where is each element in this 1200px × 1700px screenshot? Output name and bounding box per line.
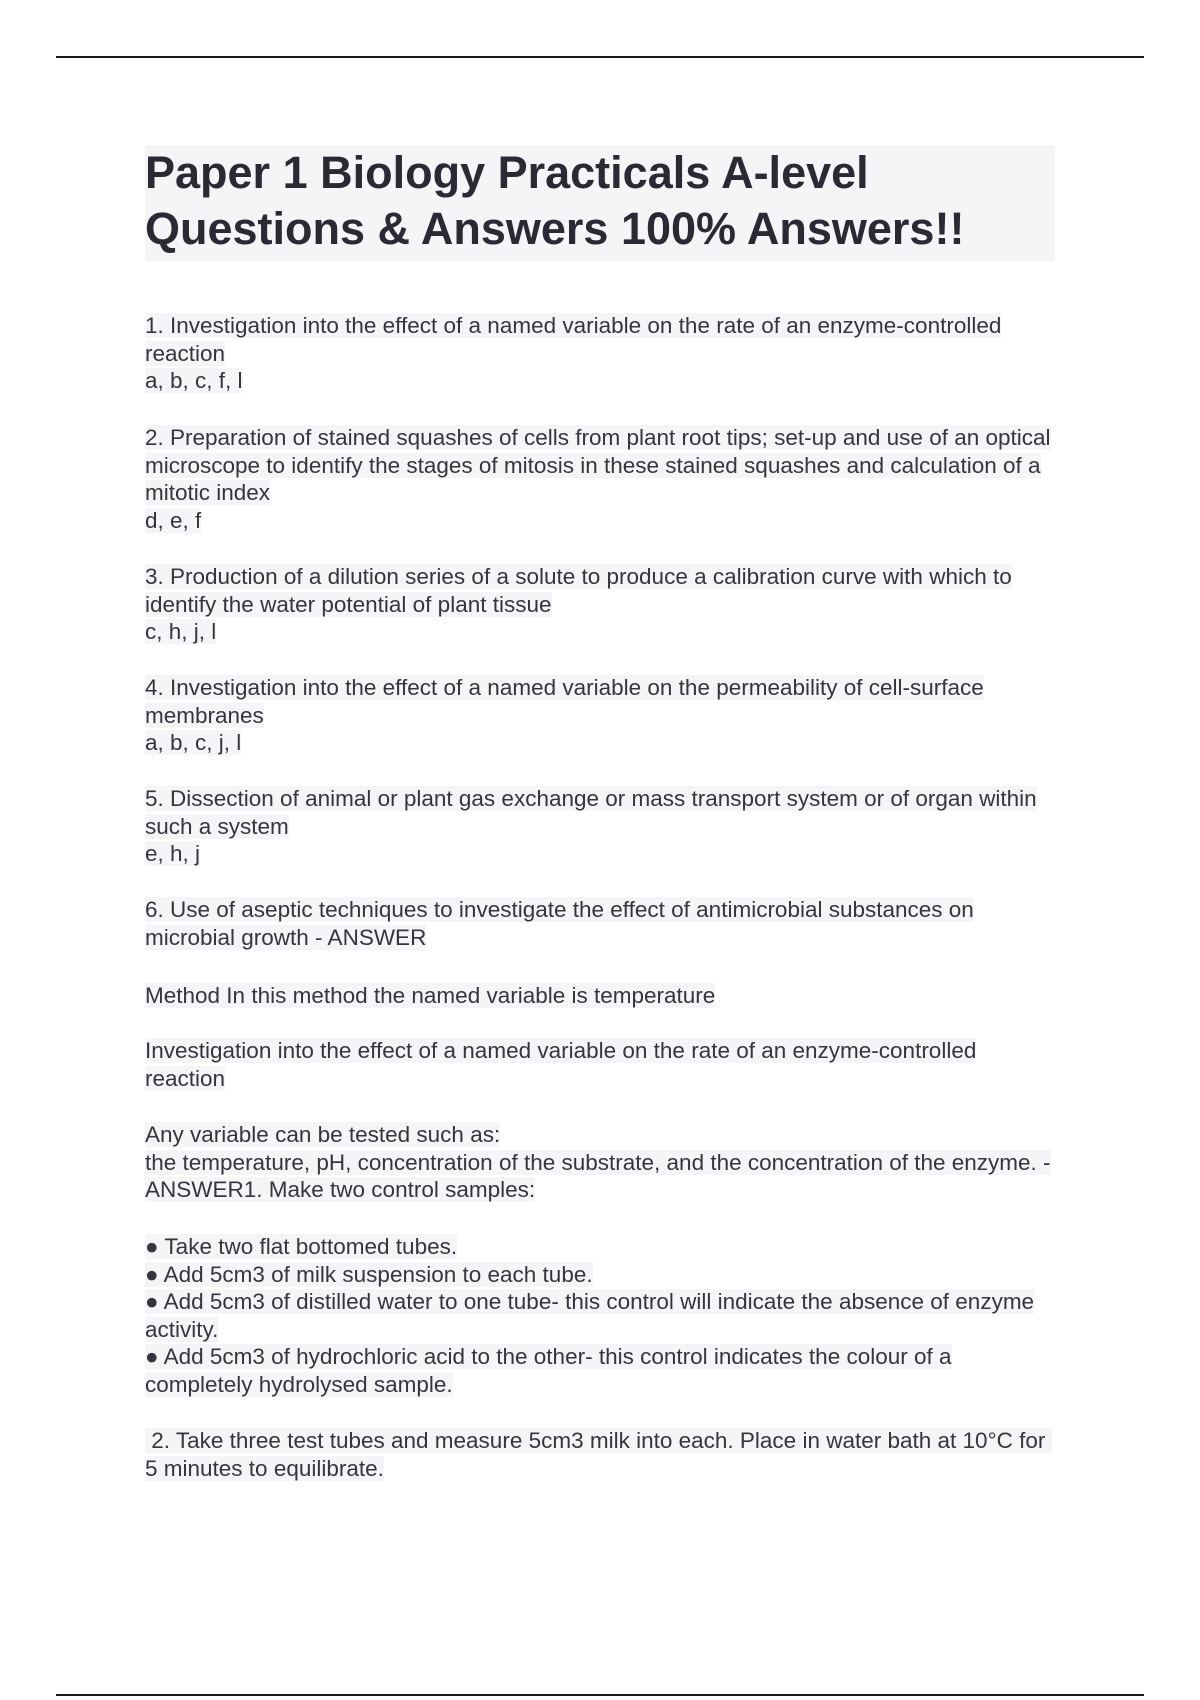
bottom-rule <box>56 1694 1144 1696</box>
qa-item-5 <box>145 785 1055 868</box>
variables-intro: Any variable can be tested such as: <box>145 1122 501 1147</box>
question-text: 3. Production of a dilution series of a solute to produce a calibration curve with which to identify the water potential of plant tissue <box>145 564 1012 617</box>
variables-text: the temperature, pH, concentration of the substrate, and the concentration of the enzyme. - ANSWER1. Make two control samples: <box>145 1149 1051 1202</box>
bullet-item: ● Add 5cm3 of distilled water to one tube- this control will indicate the absence of enzyme activity. <box>145 1289 1035 1342</box>
document-body <box>145 145 1055 1481</box>
method-line <box>145 982 1055 1010</box>
investigation-line <box>145 1037 1055 1092</box>
variables-paragraph <box>145 1121 1055 1204</box>
top-rule <box>56 56 1144 58</box>
qa-item-3 <box>145 563 1055 646</box>
bullet-item: ● Add 5cm3 of milk suspension to each tube. <box>145 1261 593 1287</box>
method-text: Method In this method the named variable is temperature <box>145 983 716 1008</box>
qa-item-2 <box>145 424 1055 534</box>
qa-item-6 <box>145 896 1055 951</box>
question-text: 4. Investigation into the effect of a named variable on the permeability of cell-surface membranes <box>145 675 984 728</box>
bullet-list <box>145 1233 1055 1398</box>
document-title: Paper 1 Biology Practicals A-level Questions & Answers 100% Answers!! <box>145 147 965 254</box>
answer-text: d, e, f <box>145 507 202 533</box>
step-2-paragraph <box>145 1427 1055 1482</box>
question-text: 6. Use of aseptic techniques to investigate the effect of antimicrobial substances on microbial growth - ANSWER <box>145 897 974 950</box>
answer-text: e, h, j <box>145 841 201 866</box>
answer-text: a, b, c, f, l <box>145 368 243 393</box>
title-block <box>145 145 1055 261</box>
answer-text: a, b, c, j, l <box>145 730 242 755</box>
qa-item-1 <box>145 312 1055 395</box>
qa-item-4 <box>145 674 1055 757</box>
answer-text: c, h, j, l <box>145 619 217 644</box>
bullet-item: ● Take two flat bottomed tubes. <box>145 1234 458 1259</box>
question-text: 1. Investigation into the effect of a named variable on the rate of an enzyme-controlled reaction <box>145 313 1002 366</box>
step-2-text: 2. Take three test tubes and measure 5cm3 milk into each. Place in water bath at 10°C for 5 minutes to equilibrate. <box>145 1428 1052 1481</box>
investigation-text: Investigation into the effect of a named variable on the rate of an enzyme-controlled reaction <box>145 1038 977 1091</box>
question-text: 5. Dissection of animal or plant gas exchange or mass transport system or of organ within such a system <box>145 786 1037 839</box>
bullet-item: ● Add 5cm3 of hydrochloric acid to the other- this control indicates the colour of a completely hydrolysed sample. <box>145 1344 952 1397</box>
question-text: 2. Preparation of stained squashes of cells from plant root tips; set-up and use of an optical microscope to identify the stages of mitosis in these stained squashes and calculation of a mitotic index <box>145 425 1051 505</box>
